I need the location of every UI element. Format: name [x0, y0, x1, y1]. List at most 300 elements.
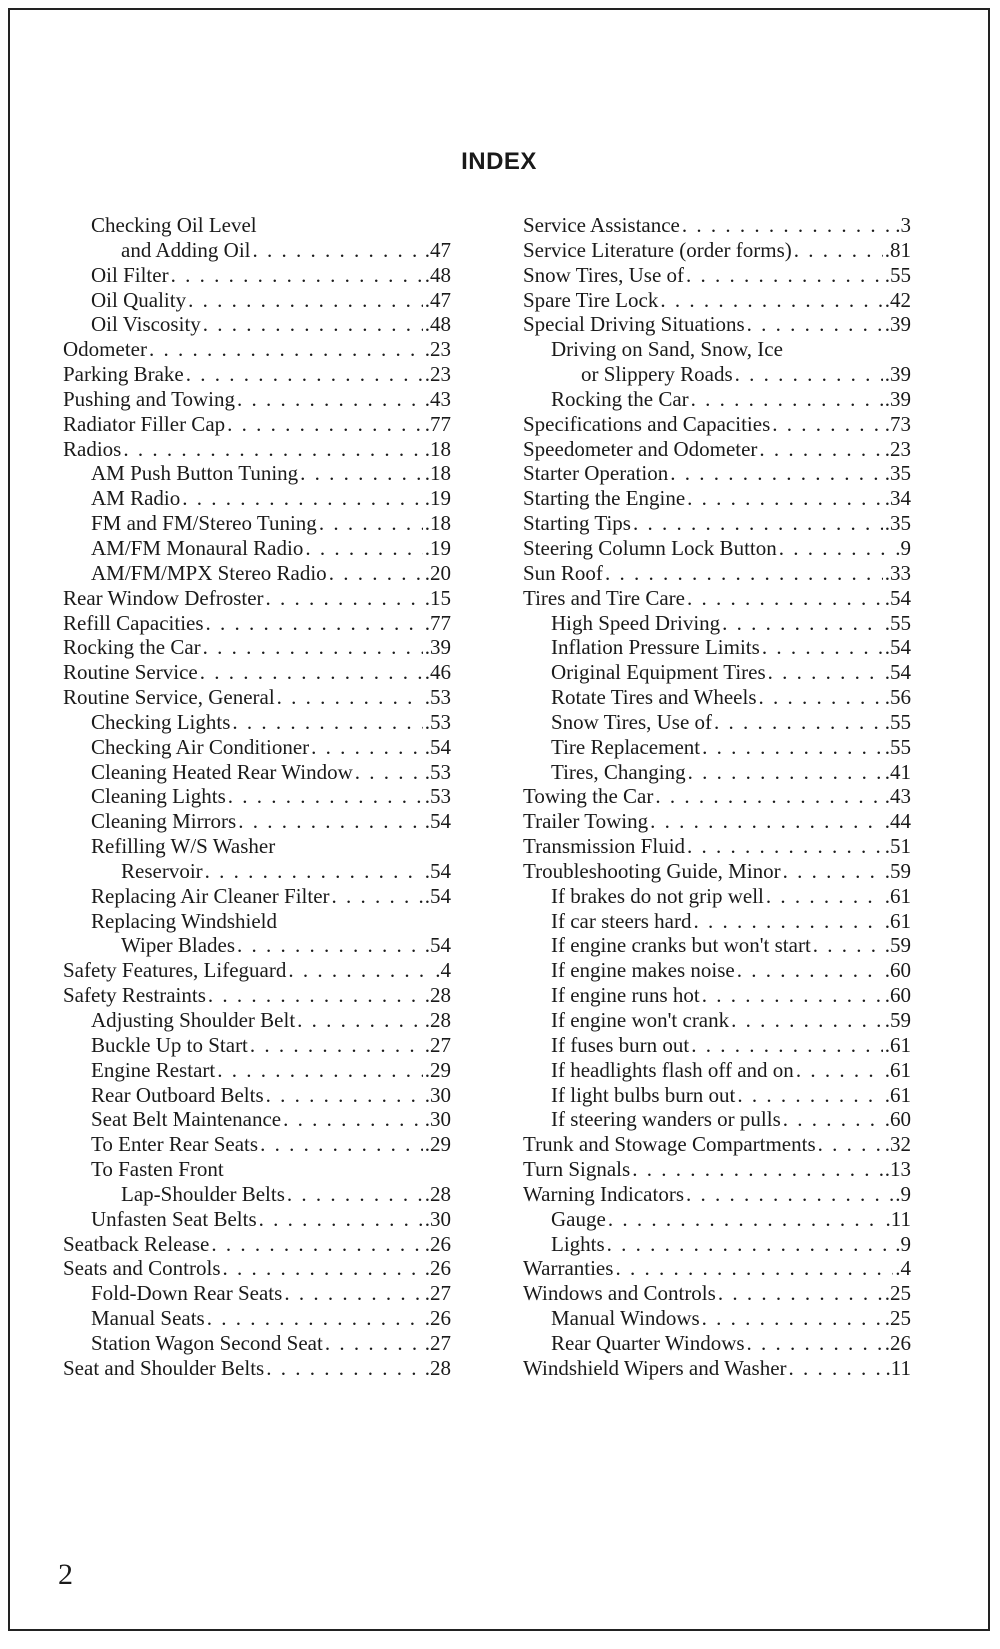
dot-leader [208, 983, 423, 1008]
index-entry [63, 1132, 451, 1157]
index-entry-label: Fold-Down Rear Seats [91, 1281, 283, 1306]
index-entry-page: .53 [424, 759, 451, 784]
dot-leader [355, 760, 423, 785]
index-entry-label: Rear Window Defroster [63, 585, 264, 610]
index-entry-label: If steering wanders or pulls [551, 1107, 781, 1132]
index-entry-page: .43 [424, 386, 451, 411]
index-entry [523, 312, 911, 337]
index-entry-page: .53 [424, 709, 451, 734]
dot-leader [200, 660, 423, 685]
dot-leader [259, 1207, 423, 1232]
index-entry [63, 809, 451, 834]
page-title: INDEX [461, 148, 537, 175]
index-entry [63, 1058, 451, 1083]
index-entry [523, 735, 911, 760]
index-entry [523, 536, 911, 561]
index-entry-label: Engine Restart [91, 1057, 216, 1082]
dot-leader [694, 909, 883, 934]
dot-leader [632, 1157, 883, 1182]
dot-leader [171, 263, 423, 288]
index-entry-page: .26 [424, 1306, 451, 1331]
index-entry-page: .54 [884, 660, 911, 685]
index-entry-page: .61 [884, 1082, 911, 1107]
index-entry-label: Safety Features, Lifeguard [63, 958, 287, 983]
dot-leader [186, 362, 423, 387]
dot-leader [332, 884, 423, 909]
index-entry-page: .54 [884, 585, 911, 610]
index-entry [523, 586, 911, 611]
index-entry [63, 511, 451, 536]
index-entry [63, 561, 451, 586]
index-entry-page: .13 [884, 1157, 911, 1182]
index-entry [523, 362, 911, 387]
index-entry [63, 933, 451, 958]
index-entry [63, 1331, 451, 1356]
index-entry-label: Warning Indicators [523, 1181, 685, 1206]
index-entry-label: Driving on Sand, Snow, Ice [551, 337, 783, 362]
index-entry [523, 1331, 911, 1356]
dot-leader [789, 1356, 884, 1381]
index-entry-label: FM and FM/Stereo Tuning [91, 511, 317, 536]
page-number: 2 [58, 1558, 73, 1591]
index-entry-page: .15 [424, 585, 451, 610]
index-entry [63, 983, 451, 1008]
index-entry-label: Tires, Changing [551, 759, 686, 784]
index-entry-page: .19 [424, 535, 451, 560]
index-entry [63, 710, 451, 735]
index-entry-page: .61 [884, 883, 911, 908]
index-entry-page: .55 [884, 734, 911, 759]
index-entry-label: Transmission Fluid [523, 834, 686, 859]
index-entry-page: .60 [884, 983, 911, 1008]
index-entry-label: Rocking the Car [551, 386, 689, 411]
dot-leader [686, 263, 883, 288]
index-entry [523, 1232, 911, 1257]
index-entry [523, 710, 911, 735]
index-entry [523, 213, 911, 238]
index-entry-label: Warranties [523, 1256, 614, 1281]
dot-leader [300, 461, 423, 486]
index-entry-label: Replacing Windshield [91, 908, 277, 933]
index-entry [523, 511, 911, 536]
index-column-left [63, 213, 451, 1381]
index-entry-label: Manual Windows [551, 1306, 700, 1331]
dot-leader [266, 1083, 423, 1108]
index-entry-page: .42 [884, 287, 911, 312]
index-entry-page: .56 [884, 685, 911, 710]
dot-leader [686, 1182, 893, 1207]
dot-leader [149, 337, 423, 362]
index-entry-page: .26 [884, 1330, 911, 1355]
index-entry [63, 784, 451, 809]
index-entry-label: Rear Outboard Belts [91, 1082, 264, 1107]
index-entry-label: Checking Oil Level [91, 213, 257, 237]
index-entry-label: Oil Viscosity [91, 312, 201, 337]
index-entry-label: If brakes do not grip well [551, 883, 764, 908]
index-entry-label: Checking Air Conditioner [91, 734, 310, 759]
index-entry-page: .47 [424, 237, 451, 262]
dot-leader [288, 958, 433, 983]
dot-leader [250, 1033, 423, 1058]
index-entry [63, 461, 451, 486]
index-entry-label: and Adding Oil [121, 237, 251, 262]
dot-leader [311, 735, 423, 760]
index-entry [63, 263, 451, 288]
index-entry [63, 611, 451, 636]
dot-leader [813, 933, 883, 958]
index-entry [63, 760, 451, 785]
index-entry [63, 362, 451, 387]
index-entry-label: Checking Lights [91, 709, 231, 734]
index-entry-label: High Speed Driving [551, 610, 721, 635]
index-entry-page: .39 [884, 312, 911, 337]
dot-leader [747, 1331, 883, 1356]
dot-leader [670, 461, 883, 486]
dot-leader [794, 238, 883, 263]
index-entry-label: AM/FM/MPX Stereo Radio [91, 560, 327, 585]
dot-leader [227, 412, 423, 437]
index-entry-label: Rotate Tires and Wheels [551, 685, 757, 710]
index-entry-label: Seat and Shoulder Belts [63, 1355, 265, 1380]
index-entry [63, 1207, 451, 1232]
index-entry-label: Wiper Blades [121, 933, 236, 958]
index-entry-label: Original Equipment Tires [551, 660, 766, 685]
index-entry-label: Windows and Controls [523, 1281, 716, 1306]
index-entry-page: .25 [884, 1281, 911, 1306]
index-entry [523, 685, 911, 710]
index-entry-label: Spare Tire Lock [523, 287, 659, 312]
dot-leader [205, 859, 423, 884]
dot-leader [687, 834, 883, 859]
index-entry-page: .77 [424, 411, 451, 436]
index-entry [63, 312, 451, 337]
index-entry-page: .77 [424, 610, 451, 635]
index-entry-page: .55 [884, 262, 911, 287]
index-entry-label: Service Assistance [523, 213, 680, 237]
index-entry-label: If engine makes noise [551, 958, 735, 983]
index-entry-page: .35 [884, 461, 911, 486]
index-entry-page: .61 [884, 1057, 911, 1082]
index-entry [63, 1157, 451, 1182]
index-entry-label: Radios [63, 436, 122, 461]
index-entry-label: Manual Seats [91, 1306, 205, 1331]
index-entry-page: .20 [424, 560, 451, 585]
dot-leader [123, 437, 422, 462]
index-entry-label: Trailer Towing [523, 809, 649, 834]
index-entry-label: Adjusting Shoulder Belt [91, 1008, 296, 1032]
index-entry-page: .4 [895, 1256, 911, 1281]
index-entry-page: .30 [424, 1206, 451, 1231]
index-entry-page: .29 [424, 1057, 451, 1082]
index-entry-label: Rocking the Car [63, 635, 201, 660]
index-entry-page: .59 [884, 1008, 911, 1032]
index-entry-label: AM/FM Monaural Radio [91, 535, 304, 560]
dot-leader [223, 1256, 423, 1281]
index-entry [523, 1281, 911, 1306]
index-entry [63, 1107, 451, 1132]
dot-leader [211, 1232, 422, 1257]
index-entry-label: Steering Column Lock Button [523, 535, 777, 560]
index-entry [63, 685, 451, 710]
index-entry-page: .27 [424, 1330, 451, 1355]
index-entry-label: Lap-Shoulder Belts [121, 1181, 285, 1206]
index-entry-label: Specifications and Capacities [523, 411, 771, 436]
index-entry-label: AM Push Button Tuning [91, 461, 299, 486]
dot-leader [329, 561, 423, 586]
dot-leader [796, 1058, 883, 1083]
dot-leader [305, 536, 422, 561]
index-entry [63, 1256, 451, 1281]
index-entry-page: .61 [884, 908, 911, 933]
index-entry-label: or Slippery Roads [581, 362, 733, 387]
index-entry-page: .51 [884, 834, 911, 859]
index-entry-page: .11 [885, 1206, 911, 1231]
index-entry [63, 1033, 451, 1058]
dot-leader [702, 983, 883, 1008]
index-entry [63, 1232, 451, 1257]
index-entry [523, 1306, 911, 1331]
index-entry-label: Buckle Up to Start [91, 1032, 248, 1057]
index-entry-label: Starting Tips [523, 511, 631, 536]
dot-leader [682, 213, 893, 238]
dot-leader [284, 1281, 422, 1306]
index-entry-label: If car steers hard [551, 908, 692, 933]
dot-leader [650, 809, 883, 834]
index-entry [523, 387, 911, 412]
index-entry [523, 983, 911, 1008]
index-entry-label: If engine cranks but won't start [551, 933, 811, 958]
dot-leader [702, 1306, 883, 1331]
dot-leader [608, 1207, 884, 1232]
dot-leader [783, 1107, 883, 1132]
dot-leader [266, 586, 423, 611]
index-entry [523, 288, 911, 313]
index-entry-page: .53 [424, 685, 451, 710]
index-page [8, 8, 990, 1631]
index-entry-page: .27 [424, 1032, 451, 1057]
index-entry-page: .26 [424, 1231, 451, 1256]
index-entry-page: .48 [424, 312, 451, 337]
index-entry [523, 884, 911, 909]
index-entry [523, 337, 911, 362]
index-column-right [523, 213, 911, 1381]
index-entry-label: Parking Brake [63, 362, 184, 387]
dot-leader [238, 809, 423, 834]
index-entry-label: Reservoir [121, 858, 203, 883]
index-entry [523, 784, 911, 809]
index-entry-page: .54 [424, 734, 451, 759]
index-entry-label: Radiator Filler Cap [63, 411, 226, 436]
index-entry [63, 859, 451, 884]
dot-leader [768, 660, 883, 685]
index-entry [63, 1083, 451, 1108]
index-entry-page: .9 [895, 1181, 911, 1206]
index-entry-label: Special Driving Situations [523, 312, 745, 337]
index-entry-label: Windshield Wipers and Washer [523, 1355, 787, 1380]
index-entry-page: .3 [895, 213, 911, 237]
index-entry-page: .41 [884, 759, 911, 784]
index-entry [523, 1132, 911, 1157]
index-entry [63, 586, 451, 611]
dot-leader [691, 387, 883, 412]
index-entry-page: .43 [884, 784, 911, 809]
index-entry [63, 437, 451, 462]
index-entry-label: Inflation Pressure Limits [551, 635, 760, 660]
index-entry-page: .18 [424, 436, 451, 461]
dot-leader [660, 288, 882, 313]
index-entry [63, 412, 451, 437]
dot-leader [779, 536, 894, 561]
index-entry [523, 1008, 911, 1033]
dot-leader [759, 437, 882, 462]
index-entry-page: .48 [424, 262, 451, 287]
index-entry-page: .28 [424, 1181, 451, 1206]
dot-leader [217, 1058, 423, 1083]
index-entry-label: Routine Service, General [63, 685, 275, 710]
dot-leader [605, 561, 883, 586]
index-entry-label: Snow Tires, Use of [551, 709, 713, 734]
dot-leader [737, 1083, 882, 1108]
index-entry-label: Seatback Release [63, 1231, 210, 1256]
index-entry-page: .46 [424, 660, 451, 685]
index-entry [523, 1058, 911, 1083]
index-entry [523, 1157, 911, 1182]
index-entry-label: Starter Operation [523, 461, 669, 486]
index-entry-page: .19 [424, 486, 451, 511]
index-entry [523, 809, 911, 834]
dot-leader [762, 635, 883, 660]
index-entry-label: Station Wagon Second Seat [91, 1330, 323, 1355]
index-entry-label: Rear Quarter Windows [551, 1330, 745, 1355]
dot-leader [687, 486, 883, 511]
dot-leader [633, 511, 883, 536]
index-entry-page: .23 [424, 337, 451, 362]
dot-leader [737, 958, 883, 983]
index-entry-label: Cleaning Heated Rear Window [91, 759, 353, 784]
index-entry-label: Cleaning Mirrors [91, 809, 237, 834]
index-entry [523, 909, 911, 934]
index-entry [523, 834, 911, 859]
dot-leader [228, 784, 423, 809]
index-entry-page: .60 [884, 1107, 911, 1132]
dot-leader [759, 685, 883, 710]
dot-leader [722, 611, 883, 636]
index-entry [523, 1033, 911, 1058]
index-entry-page: .33 [884, 560, 911, 585]
index-entry-page: .28 [424, 1355, 451, 1380]
index-entry-label: AM Radio [91, 486, 181, 511]
index-entry-page: .28 [424, 1008, 451, 1032]
dot-leader [766, 884, 883, 909]
index-entry-page: .73 [884, 411, 911, 436]
dot-leader [747, 312, 883, 337]
index-entry-label: Lights [551, 1231, 605, 1256]
index-entry [63, 387, 451, 412]
index-entry-page: .39 [884, 386, 911, 411]
index-entry [523, 437, 911, 462]
index-entry [523, 561, 911, 586]
index-entry [63, 909, 451, 934]
index-entry [523, 461, 911, 486]
index-entry-page: .81 [884, 237, 911, 262]
dot-leader [607, 1232, 894, 1257]
index-entry-page: .54 [424, 809, 451, 834]
index-entry-label: Routine Service [63, 660, 198, 685]
index-entry-label: Troubleshooting Guide, Minor [523, 858, 781, 883]
index-entry-label: Starting the Engine [523, 486, 686, 511]
index-entry [523, 859, 911, 884]
index-entry-label: Unfasten Seat Belts [91, 1206, 257, 1231]
index-entry [63, 238, 451, 263]
index-entry-page: .54 [424, 933, 451, 958]
dot-leader [319, 511, 423, 536]
index-entry-page: .39 [424, 635, 451, 660]
dot-leader [203, 312, 423, 337]
dot-leader [188, 288, 423, 313]
index-entry-label: Seats and Controls [63, 1256, 221, 1281]
index-entry-label: Odometer [63, 337, 147, 362]
index-entry-page: .59 [884, 933, 911, 958]
index-entry-page: .53 [424, 784, 451, 809]
index-entry-label: Towing the Car [523, 784, 654, 809]
index-entry-page: .32 [884, 1132, 911, 1157]
index-entry-label: Trunk and Stowage Compartments [523, 1132, 816, 1157]
index-entry-page: .18 [424, 461, 451, 486]
index-entry-page: .60 [884, 958, 911, 983]
dot-leader [232, 710, 422, 735]
index-entry [523, 611, 911, 636]
index-entry [63, 884, 451, 909]
index-entry [63, 1306, 451, 1331]
index-entry-label: Refilling W/S Washer [91, 834, 276, 859]
index-entry [63, 660, 451, 685]
index-entry-label: If light bulbs burn out [551, 1082, 736, 1107]
dot-leader [206, 611, 423, 636]
dot-leader [283, 1107, 423, 1132]
index-entry-label: Tire Replacement [551, 734, 701, 759]
index-entry-page: .30 [424, 1082, 451, 1107]
index-entry-label: If headlights flash off and on [551, 1057, 794, 1082]
index-entry-page: .23 [884, 436, 911, 461]
index-entry-page: .30 [424, 1107, 451, 1132]
index-entry-page: .28 [424, 983, 451, 1008]
index-entry-page: .44 [884, 809, 911, 834]
index-entry [63, 337, 451, 362]
index-entry-page: .39 [884, 362, 911, 387]
index-entry-page: .34 [884, 486, 911, 511]
dot-leader [655, 784, 882, 809]
index-entry [63, 1008, 451, 1033]
dot-leader [731, 1008, 883, 1033]
index-entry-page: .54 [424, 883, 451, 908]
index-entry [63, 1281, 451, 1306]
index-entry-page: .47 [424, 287, 451, 312]
index-entry-page: .9 [895, 1231, 911, 1256]
dot-leader [735, 362, 883, 387]
index-entry-label: Service Literature (order forms) [523, 237, 792, 262]
index-entry [63, 834, 451, 859]
index-entry-label: Replacing Air Cleaner Filter [91, 883, 330, 908]
dot-leader [687, 586, 883, 611]
index-entry [523, 263, 911, 288]
index-entry [523, 1182, 911, 1207]
index-entry-page: .23 [424, 362, 451, 387]
dot-leader [783, 859, 883, 884]
index-entry-page: .11 [885, 1355, 911, 1380]
index-entry-label: Pushing and Towing [63, 386, 235, 411]
index-entry-label: Oil Quality [91, 287, 187, 312]
index-entry-label: Refill Capacities [63, 610, 204, 635]
